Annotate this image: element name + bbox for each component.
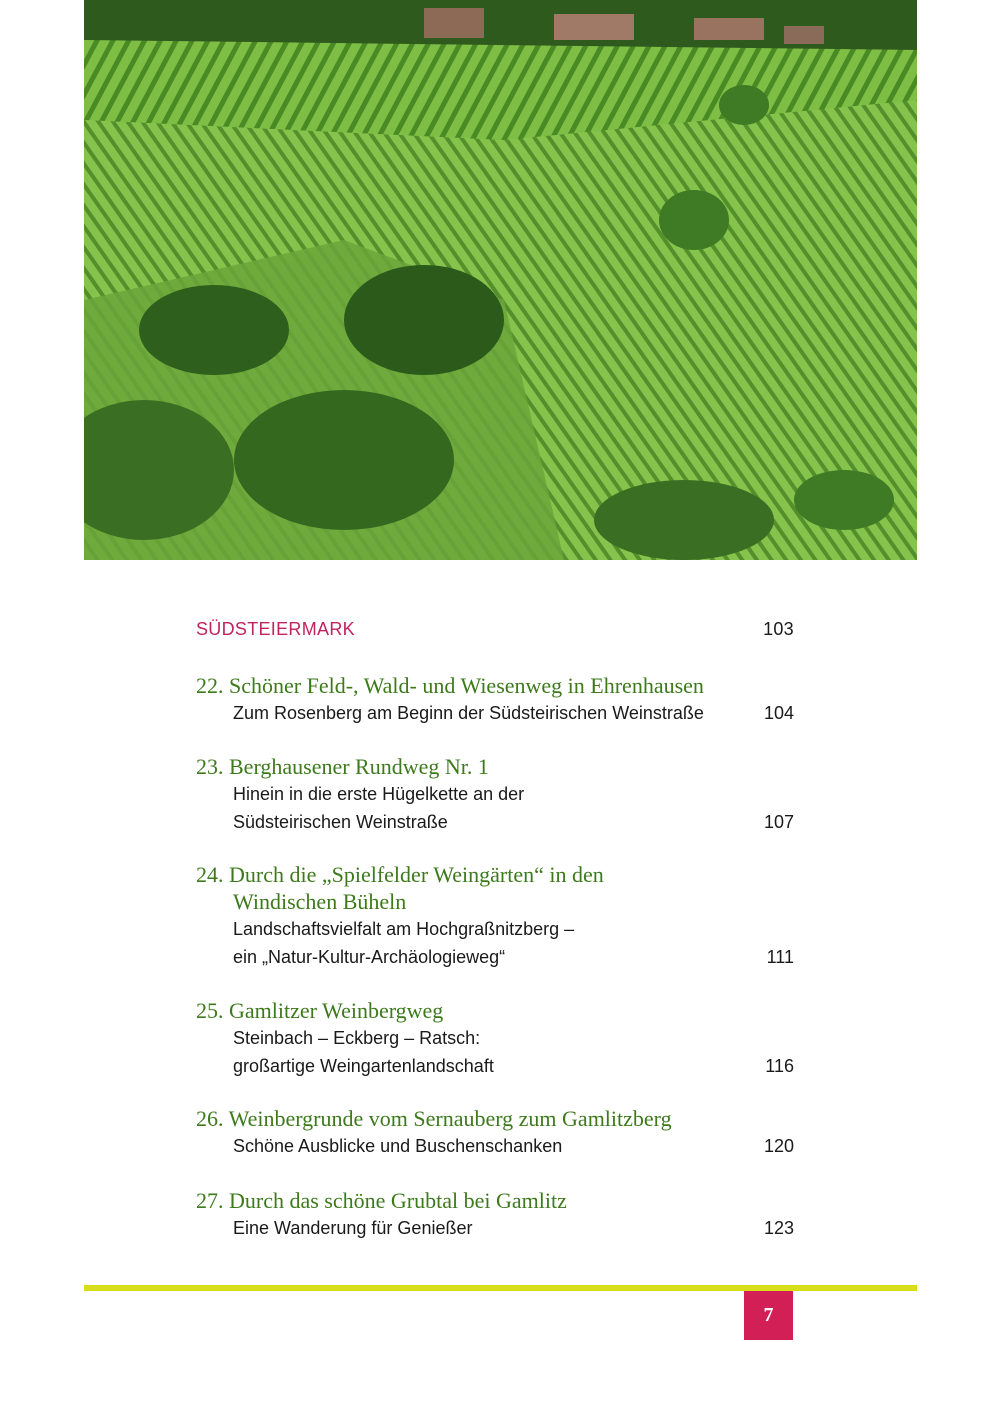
subtitle-line: Steinbach – Eckberg – Ratsch: — [233, 1028, 481, 1048]
toc-entry-subtitle — [196, 1132, 794, 1160]
toc-entry-page: 111 — [766, 947, 794, 967]
vineyard-landscape-image — [84, 0, 917, 560]
toc-entry-title: 25. Gamlitzer Weinbergweg — [196, 998, 444, 1023]
page-number: 7 — [763, 1304, 774, 1326]
title-line: Windischen Büheln — [233, 889, 407, 914]
toc-entry-title: 27. Durch das schöne Grubtal bei Gamlitz — [196, 1188, 567, 1213]
toc-entry-page: 107 — [763, 812, 794, 832]
toc-entry-23[interactable] — [196, 753, 794, 836]
section-page: 103 — [763, 619, 794, 639]
toc-entry-subtitle — [196, 1024, 794, 1080]
toc-entry-25[interactable] — [196, 997, 794, 1080]
toc-entry-title: 23. Berghausener Rundweg Nr. 1 — [196, 754, 489, 779]
vineyard-photo — [84, 0, 917, 560]
toc-entry-title — [196, 861, 794, 915]
section-heading — [196, 619, 794, 640]
subtitle-line: ein „Natur-Kultur-Archäologieweg“ — [233, 947, 506, 967]
toc-entry-subtitle — [196, 699, 794, 727]
subtitle-line: Landschaftsvielfalt am Hochgraßnitzberg – — [233, 919, 575, 939]
toc-entry-subtitle — [196, 780, 794, 836]
toc-entry-title: 26. Weinbergrunde vom Sernauberg zum Gamlitzberg — [196, 1106, 672, 1131]
toc-entry-24[interactable] — [196, 861, 794, 971]
subtitle-line: Hinein in die erste Hügelkette an der — [233, 784, 525, 804]
subtitle-line: Schöne Ausblicke und Buschenschanken — [233, 1136, 563, 1156]
subtitle-line: Südsteirischen Weinstraße — [233, 812, 448, 832]
toc-entry-subtitle — [196, 915, 794, 971]
section-label: SÜDSTEIERMARK — [196, 619, 355, 639]
toc-entry-26[interactable] — [196, 1105, 794, 1160]
subtitle-line: großartige Weingartenlandschaft — [233, 1056, 494, 1076]
toc-entry-page: 116 — [765, 1056, 794, 1076]
subtitle-line: Eine Wanderung für Genießer — [233, 1218, 473, 1238]
subtitle-line: Zum Rosenberg am Beginn der Südsteirischen Weinstraße — [233, 703, 704, 723]
toc-entry-page: 120 — [763, 1136, 794, 1156]
toc-entry-title: 22. Schöner Feld-, Wald- und Wiesenweg in Ehrenhausen — [196, 673, 704, 698]
toc-entry-22[interactable] — [196, 672, 794, 727]
title-line: 24. Durch die „Spielfelder Weingärten“ in den — [196, 862, 604, 887]
toc-entry-27[interactable] — [196, 1187, 794, 1242]
toc-entry-page: 104 — [763, 703, 794, 723]
page-number-box — [744, 1291, 793, 1340]
toc-entry-subtitle — [196, 1214, 794, 1242]
toc-entry-page: 123 — [763, 1218, 794, 1238]
